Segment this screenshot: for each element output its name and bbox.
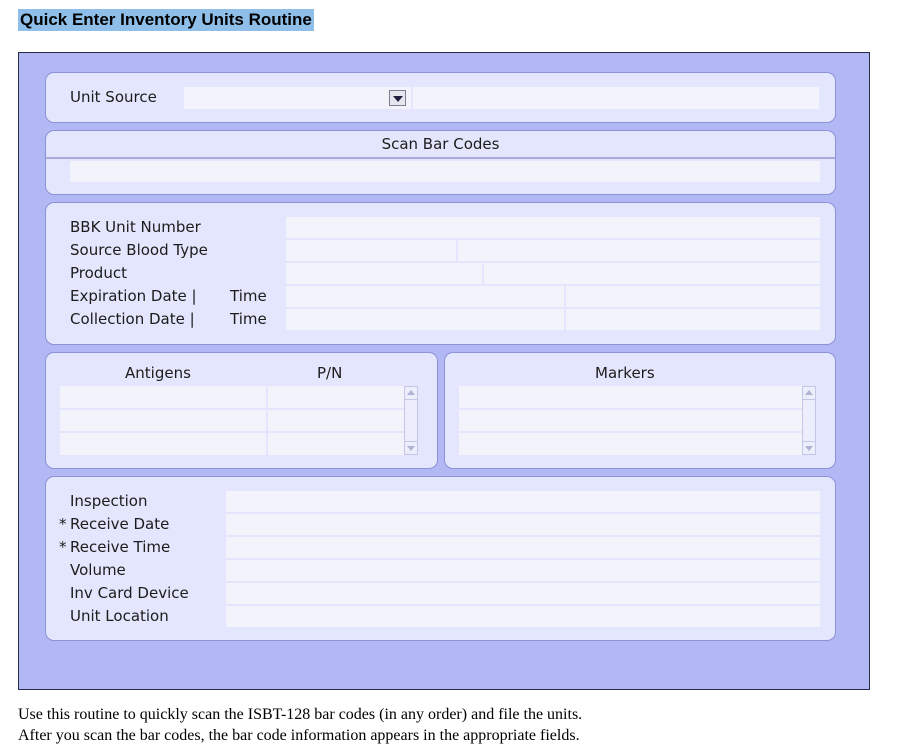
source-blood-type-field (286, 240, 820, 261)
description-line-1: Use this routine to quickly scan the ISBT-128 bar codes (in any order) and file the units. (18, 706, 583, 723)
receive-date-required-mark: * (59, 515, 67, 533)
antigens-grid-row (60, 408, 405, 410)
markers-panel (444, 352, 836, 469)
antigens-column-header: Antigens (125, 364, 191, 382)
inv-card-device-label: Inv Card Device (70, 584, 189, 602)
bbk-unit-number-label: BBK Unit Number (70, 218, 201, 236)
receive-time-label: Receive Time (70, 538, 171, 556)
markers-header: Markers (595, 364, 655, 382)
collection-date-field (286, 309, 820, 330)
markers-list[interactable] (459, 386, 803, 455)
unit-info-panel (45, 202, 836, 345)
collection-time-label: Time (230, 310, 267, 328)
blood-type-divider (456, 240, 458, 261)
receive-time-input[interactable] (226, 537, 820, 558)
scan-bar-codes-panel (45, 130, 836, 195)
scan-bar-codes-header: Scan Bar Codes (381, 135, 500, 153)
antigens-grid-row (60, 431, 405, 433)
bbk-unit-number-field (286, 217, 820, 238)
receive-panel (45, 476, 836, 641)
receive-date-input[interactable] (226, 514, 820, 535)
chevron-down-icon[interactable] (389, 90, 406, 106)
arrow-down-icon[interactable] (805, 446, 813, 451)
antigens-scrollbar[interactable] (404, 386, 418, 455)
scan-bar-codes-input[interactable] (70, 161, 820, 182)
arrow-up-icon[interactable] (805, 390, 813, 395)
unit-source-label: Unit Source (70, 88, 157, 106)
receive-date-label: Receive Date (70, 515, 170, 533)
unit-location-input[interactable] (226, 606, 820, 627)
arrow-up-icon[interactable] (407, 390, 415, 395)
document-title: Quick Enter Inventory Units Routine (20, 10, 312, 29)
antigens-list[interactable] (60, 386, 405, 455)
receive-time-required-mark: * (59, 538, 67, 556)
description-line-2: After you scan the bar codes, the bar code information appears in the appropriate fields. (18, 727, 580, 744)
volume-input[interactable] (226, 560, 820, 581)
collection-date-label: Collection Date | (70, 310, 195, 328)
product-label: Product (70, 264, 127, 282)
antigens-panel (45, 352, 438, 469)
unit-location-label: Unit Location (70, 607, 169, 625)
scan-header-divider (46, 157, 835, 159)
markers-grid-row (459, 408, 803, 410)
expiration-divider (564, 286, 566, 307)
product-field (286, 263, 820, 284)
quick-enter-inventory-window (18, 52, 870, 690)
markers-scrollbar[interactable] (802, 386, 816, 455)
antigens-column-divider (266, 386, 268, 455)
markers-grid-row (459, 431, 803, 433)
volume-label: Volume (70, 561, 126, 579)
inspection-label: Inspection (70, 492, 148, 510)
pn-column-header: P/N (317, 364, 343, 382)
expiration-date-field (286, 286, 820, 307)
unit-source-select[interactable] (184, 87, 411, 109)
unit-source-description-field (413, 87, 819, 109)
collection-divider (564, 309, 566, 330)
arrow-down-icon[interactable] (407, 446, 415, 451)
product-divider (482, 263, 484, 284)
expiration-time-label: Time (230, 287, 267, 305)
inspection-input[interactable] (226, 491, 820, 512)
source-blood-type-label: Source Blood Type (70, 241, 208, 259)
unit-source-panel (45, 72, 836, 123)
expiration-date-label: Expiration Date | (70, 287, 197, 305)
inv-card-device-input[interactable] (226, 583, 820, 604)
